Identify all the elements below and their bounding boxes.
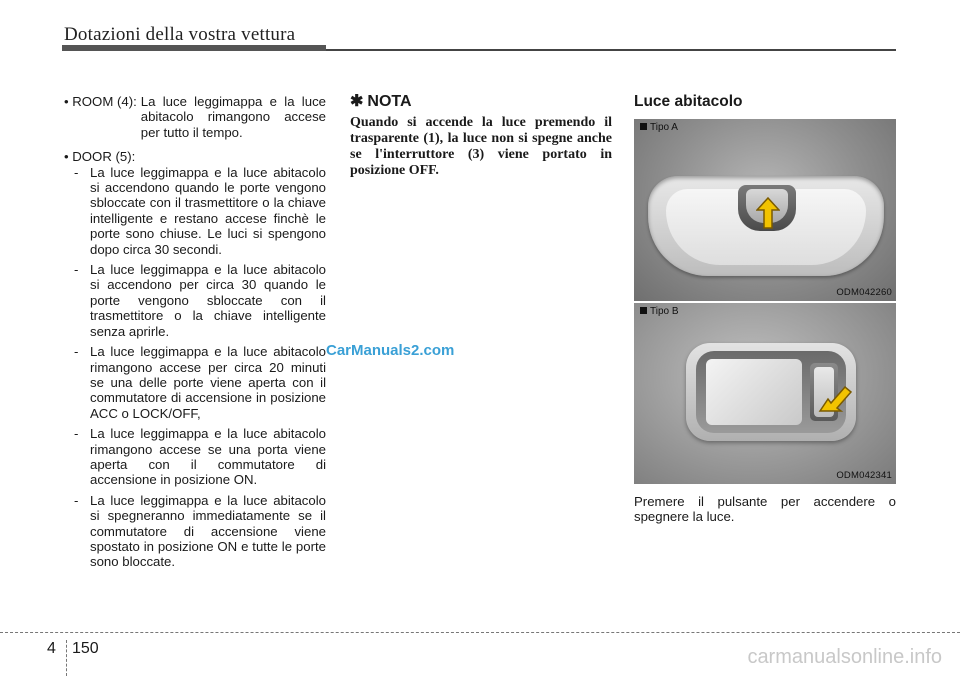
chapter-number: 4: [47, 640, 56, 657]
header-rule-thin: [326, 49, 896, 51]
page-number: 150: [72, 640, 99, 657]
column-3: [634, 94, 896, 117]
footer-divider: [66, 640, 67, 676]
footer-rule: [0, 632, 960, 633]
door-item: - La luce leggimappa e la luce abitacolo si accendono quando le porte vengono sbloccate con il trasmettitore o la chiave intelligente e restano accese finchè le porte sono chiuse. Le luci si spengono dopo circa 30 secondi.: [74, 164, 326, 257]
arrow-diagonal-icon: [818, 381, 854, 417]
page-header-title: Dotazioni della vostra vettura: [64, 24, 296, 45]
nota-title: NOTA: [367, 93, 412, 110]
figure-code-a: ODM042260: [836, 287, 892, 298]
door-item: - La luce leggimappa e la luce abitacolo rimangono accese se una porta viene aperta con il commutatore di accensione in posizione ON.: [74, 426, 326, 488]
nota-heading: [350, 94, 612, 109]
square-bullet-icon: [640, 123, 647, 130]
room-bullet: [64, 94, 326, 140]
door-item: - La luce leggimappa e la luce abitacolo rimangono accese per circa 20 minuti se una delle porte viene aperta con il commutatore di accensione in posizione ACC o LOCK/OFF,: [74, 344, 326, 421]
section-title: Luce abitacolo: [634, 93, 743, 110]
figure-tipo-b: [634, 303, 896, 484]
figure-tipo-a: [634, 119, 896, 301]
door-item: - La luce leggimappa e la luce abitacolo si spegneranno immediatamente se il commutatore di accensione viene spostato in posizione ON e tutte le porte sono bloccate.: [74, 492, 326, 570]
lamp-lens: [706, 359, 802, 425]
asterisk-icon: ✱: [350, 93, 364, 110]
arrow-up-icon: [756, 197, 780, 229]
door-label: • DOOR (5):: [64, 149, 136, 165]
nota-body: Quando si accende la luce premendo il trasparente (1), la luce non si spegne anche se l'interruttore (3) viene portato in posizione OFF.: [350, 115, 612, 178]
square-bullet-icon: [640, 307, 647, 314]
figure-code-b: ODM042341: [836, 470, 892, 481]
watermark-link[interactable]: CarManuals2.com: [326, 342, 455, 359]
column-1: [64, 94, 326, 575]
figure-label-a: Tipo A: [640, 122, 678, 133]
column-2: [350, 94, 612, 179]
footer-site-watermark: carmanualsonline.info: [747, 646, 942, 668]
room-label: • ROOM (4):: [64, 94, 137, 109]
section-body: Premere il pulsante per accendere o spegnere la luce.: [634, 494, 896, 525]
room-text: La luce leggimappa e la luce abitacolo rimangono accese per tutto il tempo.: [140, 94, 326, 140]
door-item: - La luce leggimappa e la luce abitacolo si accendono per circa 30 quando le porte vengono sbloccate con il trasmettitore o la chiave intelligente senza aprirle.: [74, 262, 326, 339]
figure-label-b: Tipo B: [640, 306, 679, 317]
header-rule-thick: [62, 45, 326, 51]
